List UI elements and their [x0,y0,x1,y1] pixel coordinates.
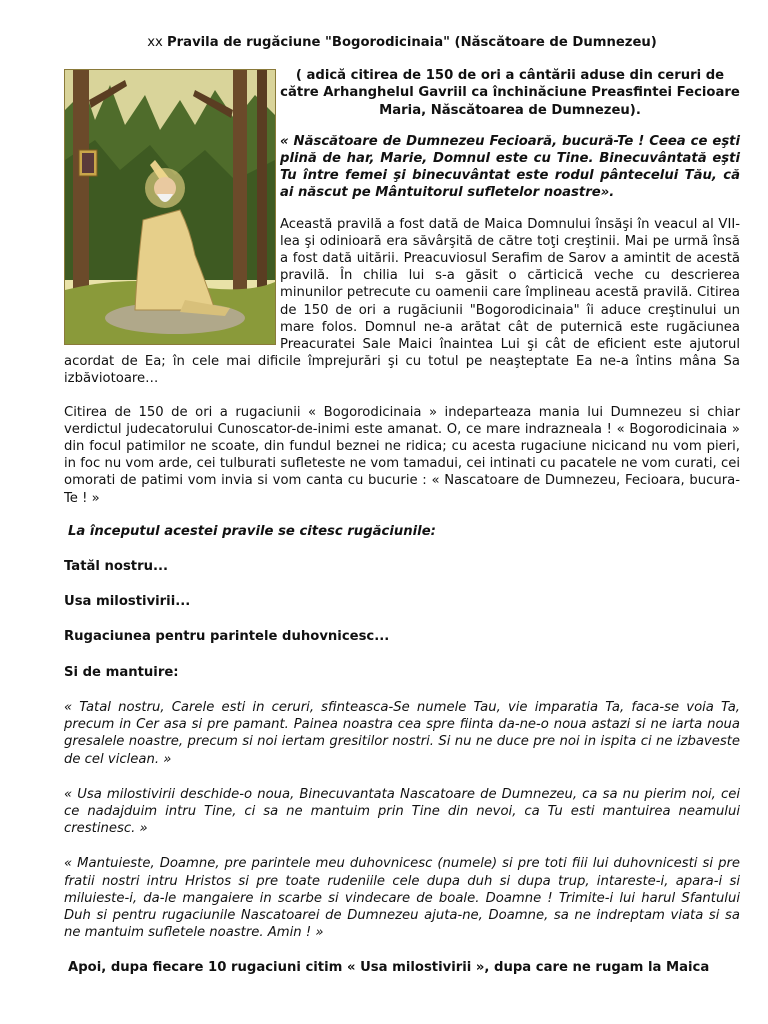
paragraph-history: Această pravilă a fost dată de Maica Domnului însăşi în veacul al VII-lea şi odinioară era săvârşită de către toţi creştinii. Mai pe urmă însă a fost dată uitării. Preacuviosul Serafim de Sarov a amintit de acestă pravilă. În chilia lui s-a găsit o cărticică veche cu descrierea minunilor petrecute cu oamenii care împlineau acestă pravilă. Citirea de 150 de ori a rugăciunii "Bogorodicinaia" îi aduce creştinului un mare folos. Domnul ne-a arătat cât de puternică este rugăciunea Preacuratei Sale Maici înaintea Lui şi cât de eficient este ajutorul acordat de Ea; în cele mai dificile împrejurări şi cu totul pe neaşteptate Ea ne-a întins mâna Sa izbăviotoare… [64,216,740,387]
paragraph-benefits: Citirea de 150 de ori a rugaciunii « Bogorodicinaia » indeparteaza mania lui Dumnezeu si chiar verdictul judecatorului Cunoscator-de-inimi este amanat. O, ce mare indrazneala ! « Bogorodicinaia » din focul patimilor ne scoate, din fundul beznei ne ridica; cu acesta rugaciune nicicand nu vom pieri, in foc nu vom arde, cei tulburati sufleteste ne vom tamadui, cei intinati cu pacatele ne vom curati, cei omorati de patimi vom invia si vom canta cu bucurie : « Nascatoare de Dumnezeu, Fecioara, bucura-Te ! » [64,404,740,506]
prayer-list-item: Rugaciunea pentru parintele duhovnicesc... [64,629,390,645]
title-main: Pravila de rugăciune "Bogorodicinaia" (Născătoare de Dumnezeu) [167,35,657,50]
saint-icon-image [64,69,276,345]
prayer-list-item: Usa milostivirii... [64,594,191,610]
document-subtitle: ( adică citirea de 150 de ori a cântării aduse din ceruri de către Arhanghelul Gavriil ca închinăciune Preasfintei Fecioare Maria, Născătoarea de Dumnezeu). [280,68,740,118]
title-prefix: xx [147,35,167,50]
prayer-list-item: Si de mantuire: [64,664,179,680]
quote-door-of-mercy: « Usa milostivirii deschide-o noua, Binecuvantata Nascatoare de Dumnezeu, ca sa nu pierim noi, cei ce nadajduim intru Tine, ci sa ne mantuim prin Tine din nevoi, ca Tu esti mantuirea neamului crestinesc. » [64,786,740,837]
heading-start-prayers: La începutul acestei pravile se citesc rugăciunile: [68,523,436,539]
prayer-list-item: Tatăl nostru... [64,559,169,575]
document-title [64,34,740,51]
closing-line: Apoi, dupa fiecare 10 rugaciuni citim « Usa milostivirii », dupa care ne rugam la Maica [68,960,710,976]
quote-spiritual-father: « Mantuieste, Doamne, pre parintele meu duhovnicesc (numele) si pre toti fiii lui duhovnicesti si pre fratii nostri intru Hristos si pre toate rudeniile cele dupa duh si dupa trup, intareste-i, apara-i si miluieste-i, da-le mangaiere in scarbe si vindecare de boale. Doamne ! Trimite-i lui harul Sfantului Duh si pentru rugaciunile Nascatoarei de Dumnezeu ajuta-ne, Doamne, sa ne indreptam viata si sa ne mantuim sufletele noastre. Amin ! » [64,856,740,941]
prayer-intro: « Născătoare de Dumnezeu Fecioară, bucură-Te ! Ceea ce eşti plină de har, Marie, Domnul este cu Tine. Binecuvântată eşti Tu între femei şi binecuvântat este rodul pântecelui Tău, că ai născut pe Mântuitorul sufletelor noastre». [280,133,740,201]
quote-lords-prayer: « Tatal nostru, Carele esti in ceruri, sfinteasca-Se numele Tau, vie imparatia Ta, faca-se voia Ta, precum in Cer asa si pre pamant. Painea noastra cea spre fiinta da-ne-o noua astazi si ne iarta noua gresalele noastre, precum si noi iertam gresitilor nostri. Si nu ne duce pre noi in ispita ci ne izbaveste de cel viclean. » [64,699,740,767]
document-page [64,34,740,977]
